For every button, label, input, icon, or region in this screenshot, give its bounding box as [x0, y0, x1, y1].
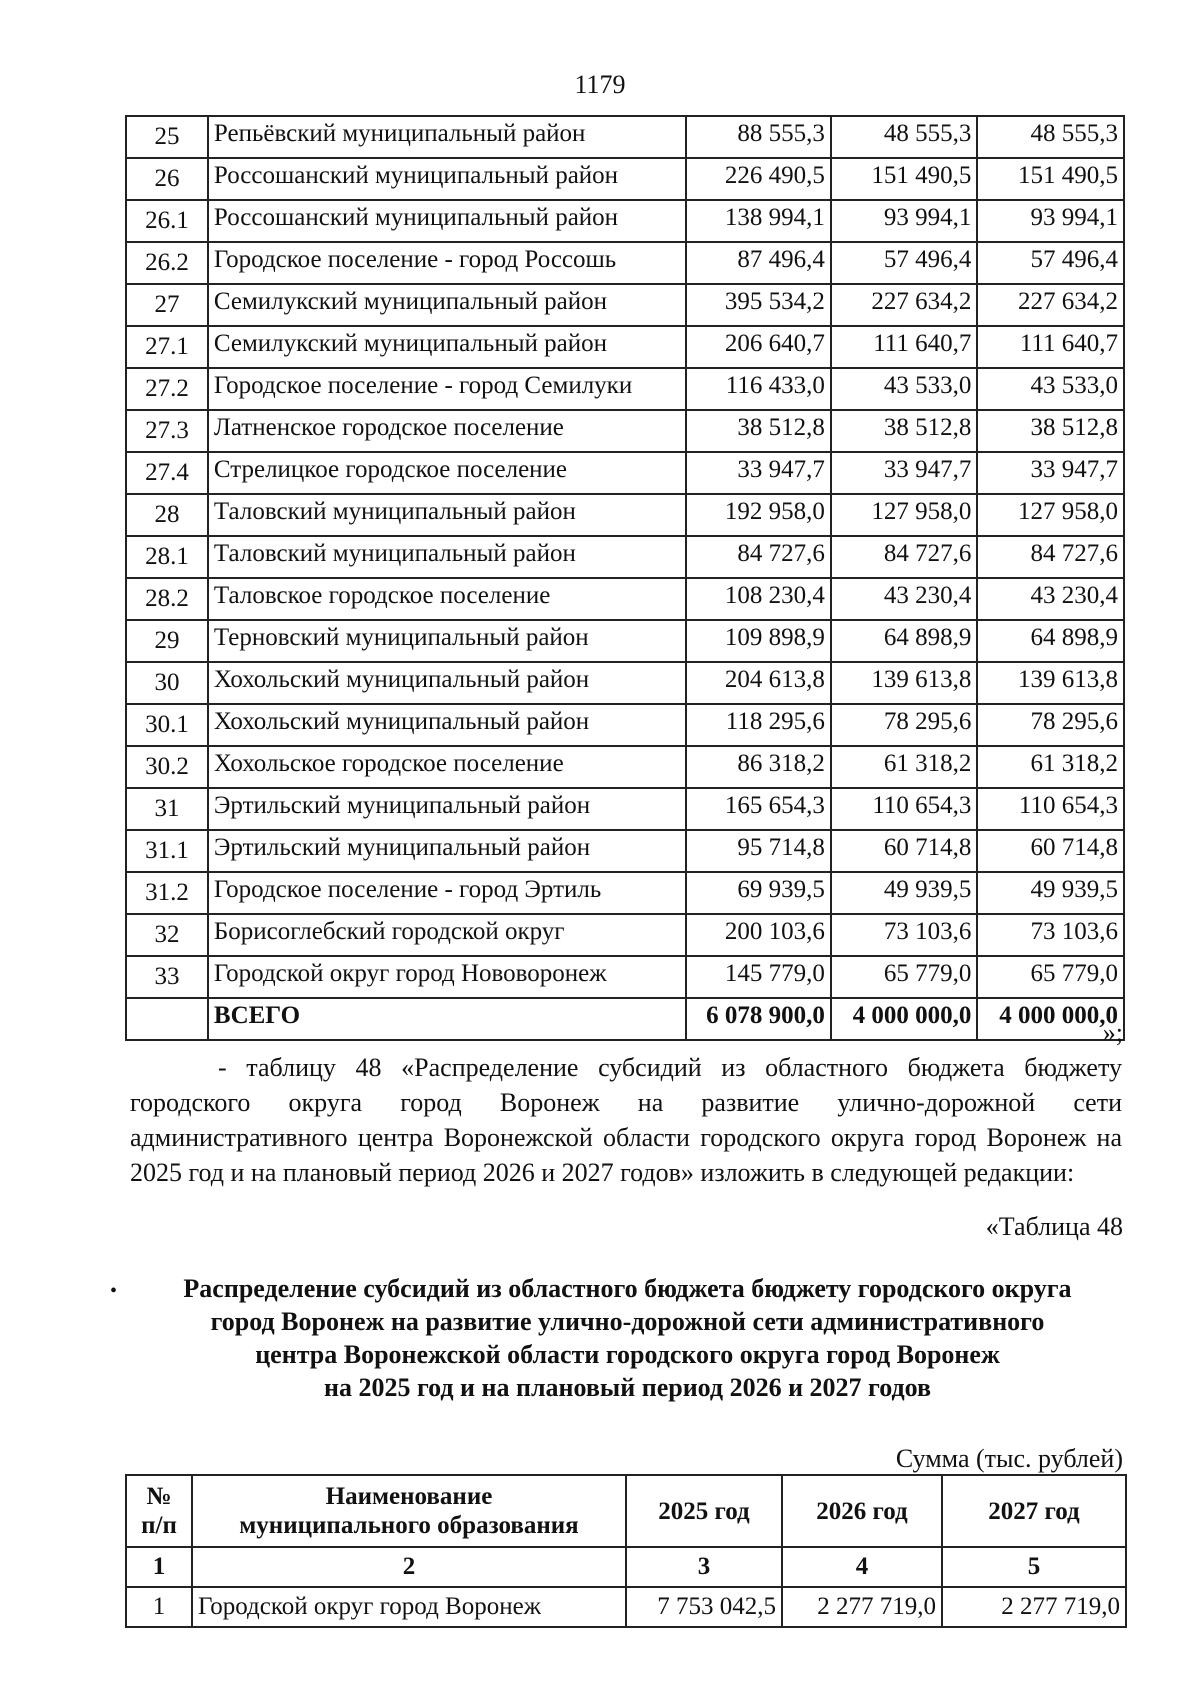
value-2027: 139 613,8: [977, 662, 1124, 704]
value-2026: 78 295,6: [831, 704, 978, 746]
value-2025: 204 613,8: [686, 662, 830, 704]
row-number: 30.1: [126, 704, 208, 746]
row-number: 28.1: [126, 536, 208, 578]
value-2026: 110 654,3: [831, 788, 978, 830]
value-2025: 206 640,7: [686, 326, 830, 368]
row-number: 29: [126, 620, 208, 662]
units-label: Сумма (тыс. рублей): [895, 1444, 1123, 1473]
value-2025: 33 947,7: [686, 452, 830, 494]
table-title-line: центра Воронежской области городского округа город Воронеж: [255, 1340, 1000, 1369]
row-number: 30.2: [126, 746, 208, 788]
amendment-paragraph: - таблицу 48 «Распределение субсидий из областного бюджета бюджету городского округа город Воронеж на развитие улично-дорожной сети административного центра Воронежской области городского округа город Воронеж на 2025 год и на плановый период 2026 и 2027 годов» изложить в следующей редакции:: [130, 1053, 1122, 1187]
row-number: 27.1: [126, 326, 208, 368]
row-number: 31.1: [126, 830, 208, 872]
table-row: [126, 494, 1124, 536]
value-2025: 138 994,1: [686, 200, 830, 242]
table-row: [126, 662, 1124, 704]
column-index: 5: [942, 1547, 1126, 1587]
voronezh-subsidy-table: [125, 1474, 1127, 1628]
value-2027: 49 939,5: [977, 872, 1124, 914]
value-2026: 73 103,6: [831, 914, 978, 956]
row-number: 27.4: [126, 452, 208, 494]
value-2027: 38 512,8: [977, 410, 1124, 452]
table-row: [126, 284, 1124, 326]
value-2026: 48 555,3: [831, 116, 978, 158]
value-2025: 38 512,8: [686, 410, 830, 452]
row-name: Таловский муниципальный район: [208, 536, 687, 578]
value-2027: 33 947,7: [977, 452, 1124, 494]
value-2025: 95 714,8: [686, 830, 830, 872]
header-number-line1: №: [146, 1483, 172, 1510]
value-2027: 111 640,7: [977, 326, 1124, 368]
subsidy-table-body: [126, 116, 1124, 1040]
value-2027: 2 277 719,0: [942, 1587, 1126, 1627]
value-2027: 93 994,1: [977, 200, 1124, 242]
table-row: [126, 956, 1124, 998]
value-2025: 226 490,5: [686, 158, 830, 200]
value-2026: 57 496,4: [831, 242, 978, 284]
value-2027: 43 533,0: [977, 368, 1124, 410]
value-2026: 93 994,1: [831, 200, 978, 242]
value-2025: 86 318,2: [686, 746, 830, 788]
row-number: 32: [126, 914, 208, 956]
table-title-line: на 2025 год и на плановый период 2026 и 2027 годов: [323, 1373, 932, 1402]
value-2026: 111 640,7: [831, 326, 978, 368]
total-2025: 6 078 900,0: [686, 998, 830, 1040]
total-2026: 4 000 000,0: [831, 998, 978, 1040]
value-2027: 64 898,9: [977, 620, 1124, 662]
row-number: 28: [126, 494, 208, 536]
value-2026: 151 490,5: [831, 158, 978, 200]
table-row: [126, 788, 1124, 830]
closing-quote: »;: [1102, 1018, 1123, 1047]
table-row: [126, 830, 1124, 872]
value-2027: 151 490,5: [977, 158, 1124, 200]
value-2026: 43 230,4: [831, 578, 978, 620]
value-2025: 192 958,0: [686, 494, 830, 536]
table-row: [126, 1587, 1126, 1627]
row-name: Городской округ город Нововоронеж: [208, 956, 687, 998]
row-number: 33: [126, 956, 208, 998]
row-number: 28.2: [126, 578, 208, 620]
page-number: 1179: [574, 70, 626, 99]
row-name: Россошанский муниципальный район: [208, 200, 687, 242]
row-name: Городское поселение - город Россошь: [208, 242, 687, 284]
header-name-line2: муниципального образования: [239, 1512, 579, 1539]
table-title: [130, 1272, 1125, 1404]
value-2025: 108 230,4: [686, 578, 830, 620]
table-label: «Таблица 48: [985, 1212, 1123, 1241]
value-2025: 116 433,0: [686, 368, 830, 410]
row-number: 31.2: [126, 872, 208, 914]
header-number-line2: п/п: [141, 1512, 177, 1539]
table-row: [126, 578, 1124, 620]
value-2027: 57 496,4: [977, 242, 1124, 284]
column-index: 2: [192, 1547, 626, 1587]
row-name: Терновский муниципальный район: [208, 620, 687, 662]
value-2025: 87 496,4: [686, 242, 830, 284]
value-2027: 65 779,0: [977, 956, 1124, 998]
value-2025: 84 727,6: [686, 536, 830, 578]
table-title-line: город Воронеж на развитие улично-дорожной сети административного: [210, 1307, 1045, 1336]
row-name: Борисоглебский городской округ: [208, 914, 687, 956]
value-2026: 2 277 719,0: [782, 1587, 942, 1627]
total-number: [126, 998, 208, 1040]
value-2026: 38 512,8: [831, 410, 978, 452]
row-name: Таловский муниципальный район: [208, 494, 687, 536]
header-row: [126, 1475, 1126, 1547]
table-row: [126, 368, 1124, 410]
value-2027: 110 654,3: [977, 788, 1124, 830]
table-row: [126, 116, 1124, 158]
value-2026: 139 613,8: [831, 662, 978, 704]
row-name: Стрелицкое городское поселение: [208, 452, 687, 494]
table-row: [126, 620, 1124, 662]
value-2025: 165 654,3: [686, 788, 830, 830]
table-row: [126, 914, 1124, 956]
row-number: 27.3: [126, 410, 208, 452]
value-2025: 88 555,3: [686, 116, 830, 158]
table-row: [126, 536, 1124, 578]
row-number: 26.1: [126, 200, 208, 242]
row-number: 26.2: [126, 242, 208, 284]
table-row: [126, 158, 1124, 200]
header-name-line1: Наименование: [325, 1483, 493, 1510]
row-number: 1: [126, 1587, 192, 1627]
row-name: Семилукский муниципальный район: [208, 326, 687, 368]
value-2026: 64 898,9: [831, 620, 978, 662]
value-2027: 60 714,8: [977, 830, 1124, 872]
value-2026: 61 318,2: [831, 746, 978, 788]
value-2026: 84 727,6: [831, 536, 978, 578]
value-2025: 200 103,6: [686, 914, 830, 956]
row-number: 27: [126, 284, 208, 326]
row-number: 25: [126, 116, 208, 158]
value-2026: 127 958,0: [831, 494, 978, 536]
value-2027: 84 727,6: [977, 536, 1124, 578]
table-title-line: Распределение субсидий из областного бюджета бюджету городского округа: [183, 1274, 1072, 1303]
row-name: Городское поселение - город Семилуки: [208, 368, 687, 410]
value-2027: 43 230,4: [977, 578, 1124, 620]
value-2026: 227 634,2: [831, 284, 978, 326]
row-name: Хохольский муниципальный район: [208, 704, 687, 746]
table-row: [126, 326, 1124, 368]
row-name: Городское поселение - город Эртиль: [208, 872, 687, 914]
table-row: [126, 452, 1124, 494]
total-row: [126, 998, 1124, 1040]
row-number: 27.2: [126, 368, 208, 410]
value-2026: 49 939,5: [831, 872, 978, 914]
total-label: ВСЕГО: [208, 998, 687, 1040]
value-2025: 118 295,6: [686, 704, 830, 746]
row-name: Таловское городское поселение: [208, 578, 687, 620]
value-2025: 145 779,0: [686, 956, 830, 998]
table-row: [126, 242, 1124, 284]
value-2026: 33 947,7: [831, 452, 978, 494]
row-name: Россошанский муниципальный район: [208, 158, 687, 200]
value-2027: 61 318,2: [977, 746, 1124, 788]
bullet-mark: •: [110, 1280, 118, 1302]
value-2026: 65 779,0: [831, 956, 978, 998]
table-row: [126, 410, 1124, 452]
total-2027: 4 000 000,0: [977, 998, 1124, 1040]
table-row: [126, 200, 1124, 242]
value-2025: 7 753 042,5: [626, 1587, 782, 1627]
column-index: 1: [126, 1547, 192, 1587]
row-name: Эртильский муниципальный район: [208, 788, 687, 830]
row-name: Городской округ город Воронеж: [192, 1587, 626, 1627]
subsidy-table: [125, 115, 1125, 1041]
column-index-row: [126, 1547, 1126, 1587]
value-2027: 227 634,2: [977, 284, 1124, 326]
header-2027: 2027 год: [942, 1475, 1126, 1547]
value-2025: 395 534,2: [686, 284, 830, 326]
header-2026: 2026 год: [782, 1475, 942, 1547]
table-row: [126, 704, 1124, 746]
value-2027: 73 103,6: [977, 914, 1124, 956]
row-name: Хохольское городское поселение: [208, 746, 687, 788]
value-2025: 69 939,5: [686, 872, 830, 914]
row-number: 26: [126, 158, 208, 200]
value-2027: 78 295,6: [977, 704, 1124, 746]
row-number: 31: [126, 788, 208, 830]
row-name: Репьёвский муниципальный район: [208, 116, 687, 158]
row-name: Хохольский муниципальный район: [208, 662, 687, 704]
row-name: Эртильский муниципальный район: [208, 830, 687, 872]
value-2027: 48 555,3: [977, 116, 1124, 158]
column-index: 4: [782, 1547, 942, 1587]
header-number: [126, 1475, 192, 1547]
value-2026: 43 533,0: [831, 368, 978, 410]
header-name: [192, 1475, 626, 1547]
table-row: [126, 746, 1124, 788]
value-2025: 109 898,9: [686, 620, 830, 662]
row-number: 30: [126, 662, 208, 704]
row-name: Семилукский муниципальный район: [208, 284, 687, 326]
header-2025: 2025 год: [626, 1475, 782, 1547]
value-2026: 60 714,8: [831, 830, 978, 872]
value-2027: 127 958,0: [977, 494, 1124, 536]
column-index: 3: [626, 1547, 782, 1587]
table-row: [126, 872, 1124, 914]
row-name: Латненское городское поселение: [208, 410, 687, 452]
